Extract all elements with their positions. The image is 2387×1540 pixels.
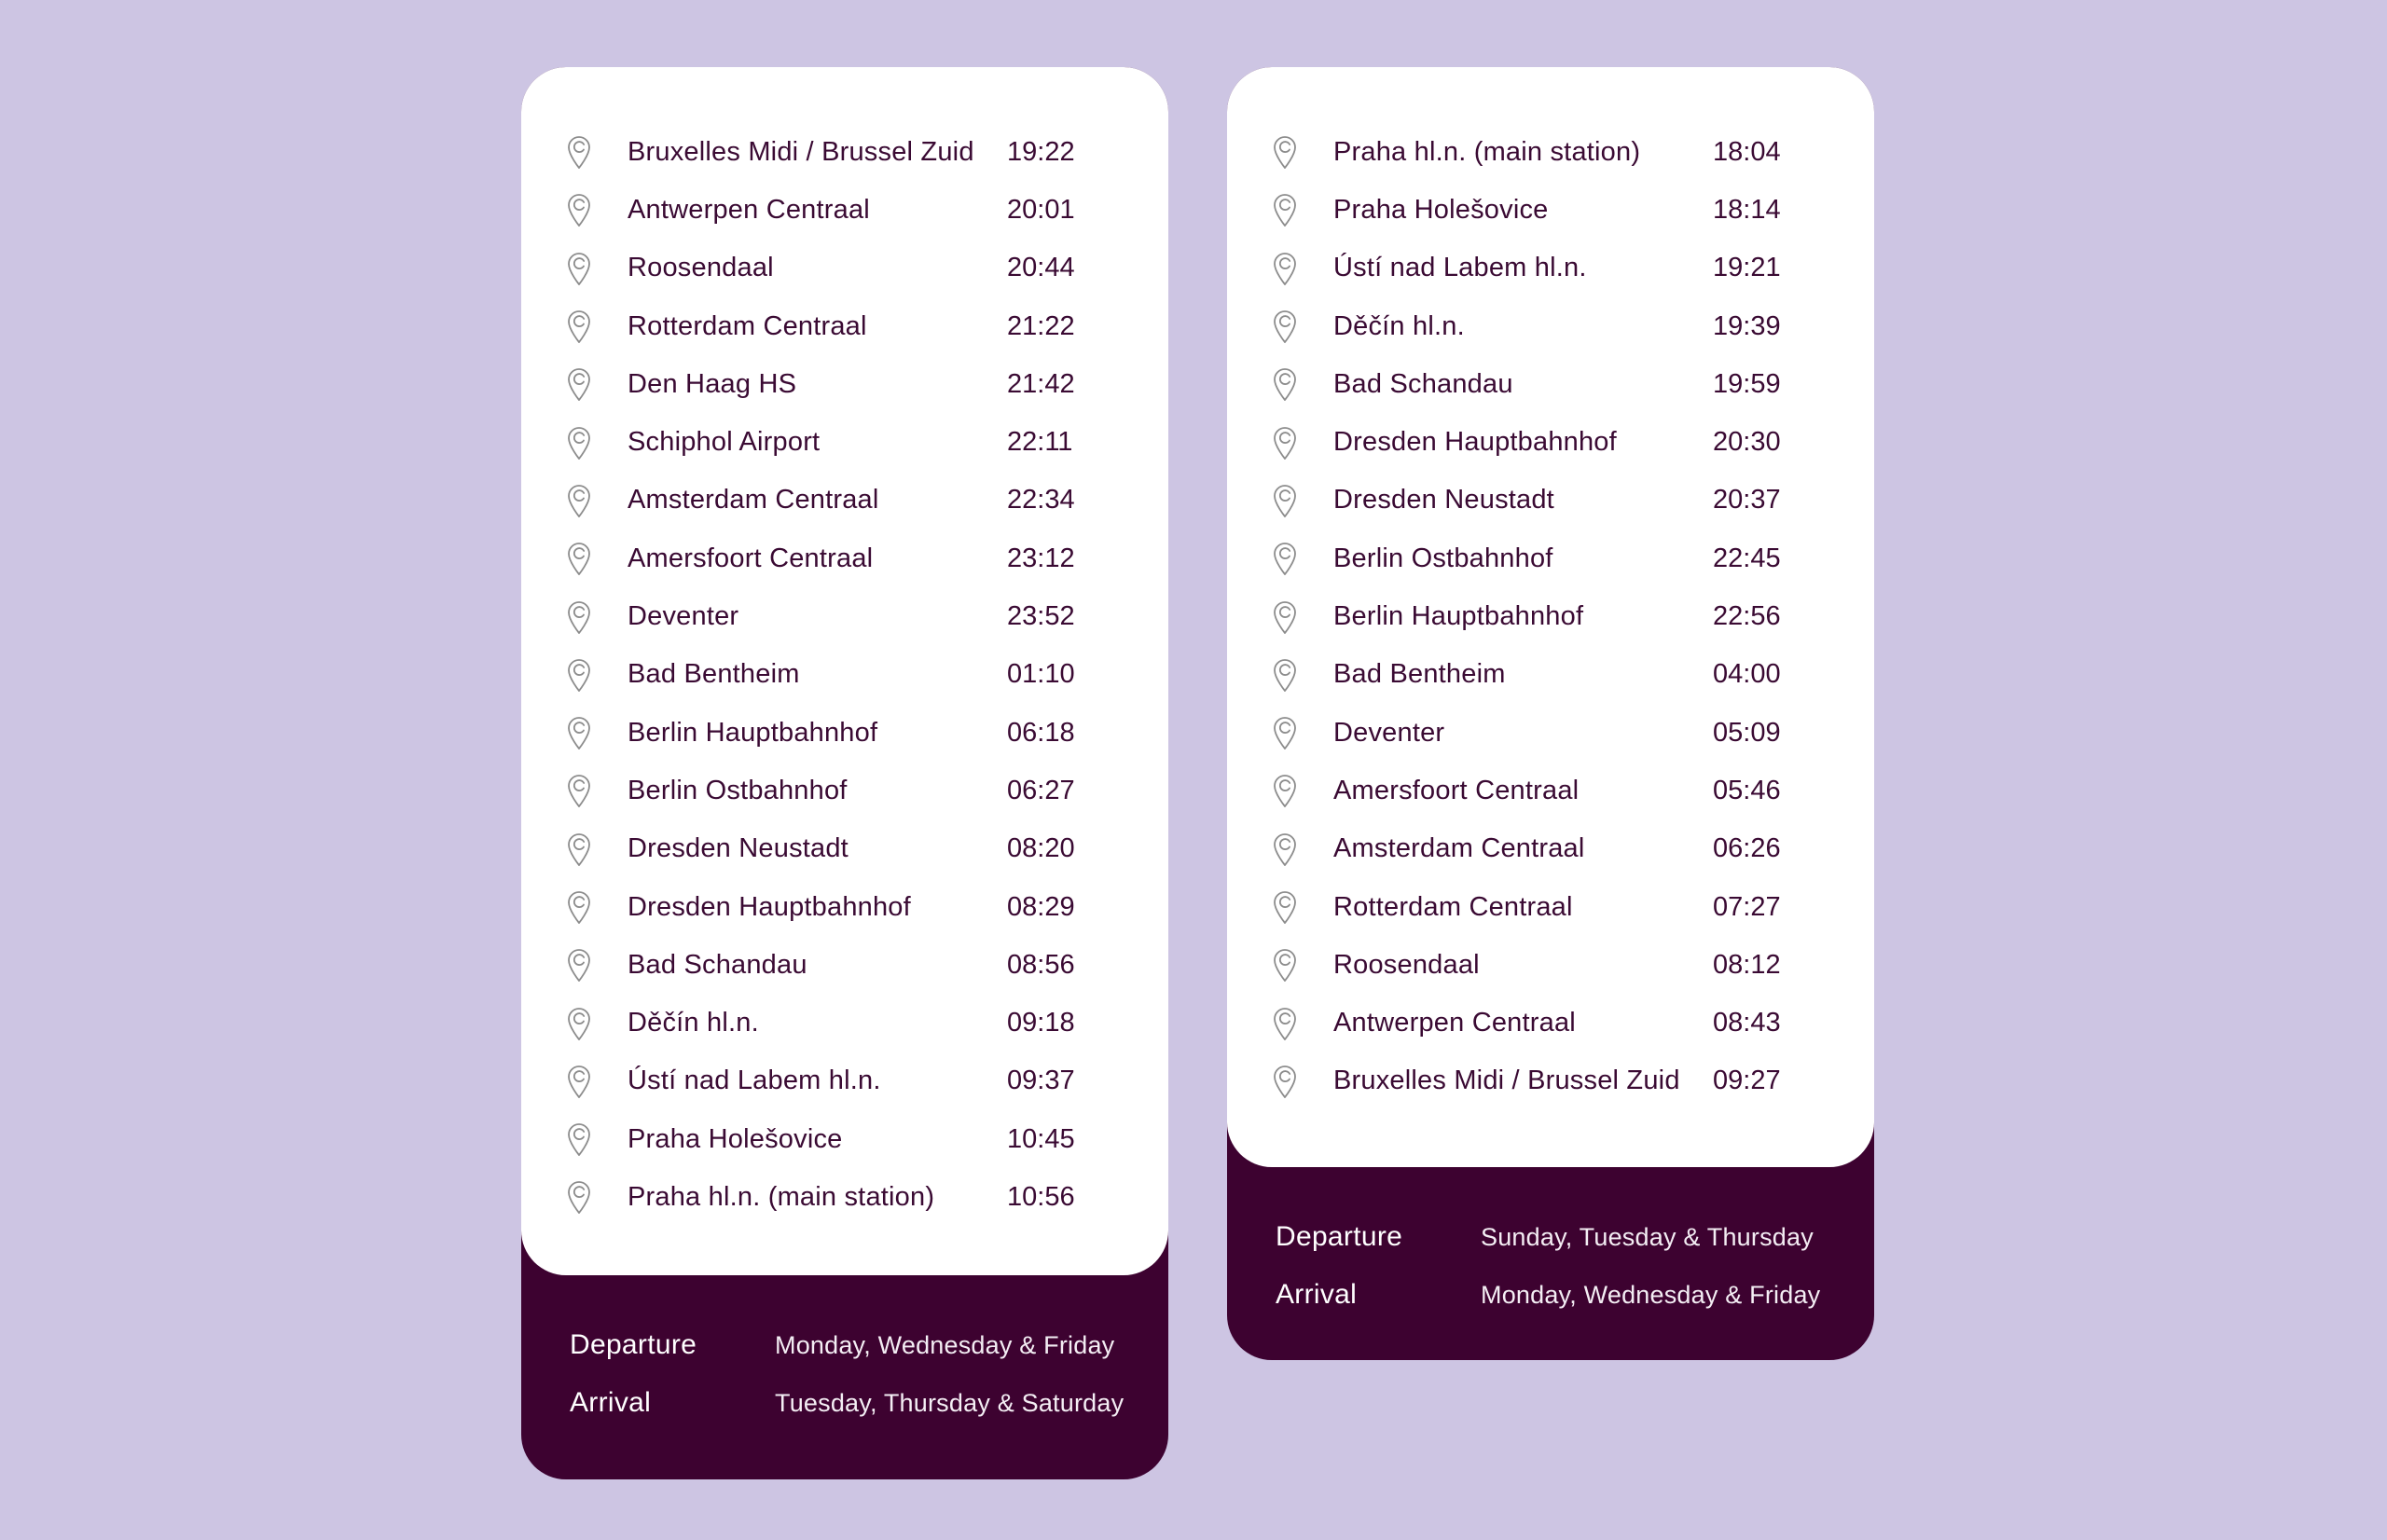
location-pin-icon [564, 1006, 594, 1041]
station-name: Děčín hl.n. [1333, 310, 1465, 341]
stop-time: 20:01 [1007, 194, 1075, 225]
stop-row [564, 1052, 1142, 1110]
station-name: Roosendaal [628, 253, 774, 283]
location-pin-icon [564, 889, 594, 925]
stop-row [1270, 529, 1848, 587]
arrival-days: Monday, Wednesday & Friday [1481, 1280, 1821, 1309]
station-name: Rotterdam Centraal [628, 310, 867, 341]
location-pin-icon [1270, 773, 1300, 808]
stop-time: 22:34 [1007, 485, 1075, 516]
stop-list-panel [1227, 67, 1874, 1167]
stop-row [564, 587, 1142, 645]
station-name: Rotterdam Centraal [1333, 891, 1573, 922]
stop-time: 22:56 [1713, 601, 1781, 632]
location-pin-icon [564, 1179, 594, 1215]
location-pin-icon [564, 1064, 594, 1099]
stop-time: 18:14 [1713, 194, 1781, 225]
stop-time: 20:37 [1713, 485, 1781, 516]
location-pin-icon [1270, 483, 1300, 518]
stop-row [564, 646, 1142, 704]
stop-row [564, 529, 1142, 587]
station-name: Deventer [1333, 717, 1445, 748]
stop-time: 20:30 [1713, 427, 1781, 458]
station-name: Amersfoort Centraal [1333, 775, 1580, 805]
station-name: Praha hl.n. (main station) [1333, 136, 1641, 167]
stop-row [564, 413, 1142, 471]
stop-row [1270, 240, 1848, 297]
stop-row [1270, 646, 1848, 704]
location-pin-icon [1270, 715, 1300, 750]
stop-time: 19:39 [1713, 310, 1781, 341]
station-name: Dresden Hauptbahnhof [1333, 427, 1617, 458]
departure-row [570, 1316, 1148, 1374]
location-pin-icon [1270, 425, 1300, 461]
stop-row [564, 994, 1142, 1052]
stop-time: 19:59 [1713, 368, 1781, 399]
stop-row [1270, 472, 1848, 529]
departure-label: Departure [1276, 1221, 1403, 1252]
stop-time: 21:42 [1007, 368, 1075, 399]
station-name: Praha Holešovice [1333, 194, 1549, 225]
stop-row [564, 936, 1142, 994]
stop-row [1270, 878, 1848, 936]
stop-row [1270, 123, 1848, 181]
station-name: Antwerpen Centraal [628, 194, 870, 225]
stop-time: 05:09 [1713, 717, 1781, 748]
station-name: Děčín hl.n. [628, 1008, 759, 1038]
route-card-return [1227, 67, 1874, 1360]
stop-time: 08:43 [1713, 1008, 1781, 1038]
location-pin-icon [564, 483, 594, 518]
stop-time: 06:18 [1007, 717, 1075, 748]
stop-row [1270, 181, 1848, 239]
stop-row [564, 762, 1142, 819]
station-name: Dresden Hauptbahnhof [628, 891, 911, 922]
station-name: Berlin Hauptbahnhof [1333, 601, 1584, 632]
arrival-row [570, 1374, 1148, 1432]
station-name: Amsterdam Centraal [628, 485, 879, 516]
station-name: Schiphol Airport [628, 427, 821, 458]
stop-row [1270, 762, 1848, 819]
stop-time: 10:45 [1007, 1123, 1075, 1154]
stop-time: 10:56 [1007, 1181, 1075, 1212]
location-pin-icon [564, 947, 594, 983]
stop-row [1270, 297, 1848, 355]
arrival-days: Tuesday, Thursday & Saturday [775, 1388, 1125, 1417]
location-pin-icon [564, 541, 594, 576]
stop-time: 06:26 [1713, 833, 1781, 864]
stop-row [1270, 704, 1848, 762]
station-name: Ústí nad Labem hl.n. [1333, 253, 1587, 283]
stop-time: 08:20 [1007, 833, 1075, 864]
location-pin-icon [564, 773, 594, 808]
stop-time: 22:45 [1713, 543, 1781, 573]
stop-row [564, 1110, 1142, 1168]
station-name: Ústí nad Labem hl.n. [628, 1066, 881, 1096]
stop-row [564, 820, 1142, 878]
stop-time: 20:44 [1007, 253, 1075, 283]
schedule-footer [1276, 1208, 1854, 1324]
stop-list [1270, 123, 1848, 1110]
station-name: Berlin Ostbahnhof [1333, 543, 1553, 573]
station-name: Dresden Neustadt [628, 833, 849, 864]
station-name: Berlin Hauptbahnhof [628, 717, 878, 748]
stop-row [564, 181, 1142, 239]
station-name: Praha Holešovice [628, 1123, 843, 1154]
stop-time: 08:56 [1007, 949, 1075, 980]
location-pin-icon [564, 309, 594, 344]
station-name: Amersfoort Centraal [628, 543, 874, 573]
location-pin-icon [564, 599, 594, 635]
location-pin-icon [1270, 657, 1300, 693]
stop-row [564, 704, 1142, 762]
location-pin-icon [1270, 134, 1300, 170]
arrival-row [1276, 1266, 1854, 1324]
stop-row [564, 123, 1142, 181]
stop-time: 09:27 [1713, 1066, 1781, 1096]
route-card-outbound [521, 67, 1168, 1479]
stop-time: 07:27 [1713, 891, 1781, 922]
stop-time: 23:12 [1007, 543, 1075, 573]
station-name: Bad Bentheim [628, 659, 800, 690]
location-pin-icon [564, 832, 594, 867]
stop-row [1270, 820, 1848, 878]
stop-time: 05:46 [1713, 775, 1781, 805]
stop-row [564, 355, 1142, 413]
arrival-label: Arrival [570, 1387, 652, 1418]
stop-time: 08:12 [1713, 949, 1781, 980]
departure-label: Departure [570, 1329, 697, 1360]
station-name: Bad Schandau [1333, 368, 1513, 399]
stop-time: 19:21 [1713, 253, 1781, 283]
schedule-footer [570, 1316, 1148, 1432]
location-pin-icon [1270, 309, 1300, 344]
stop-row [564, 472, 1142, 529]
stop-time: 06:27 [1007, 775, 1075, 805]
station-name: Bruxelles Midi / Brussel Zuid [1333, 1066, 1680, 1096]
stop-row [1270, 587, 1848, 645]
station-name: Deventer [628, 601, 739, 632]
stop-time: 19:22 [1007, 136, 1075, 167]
location-pin-icon [1270, 251, 1300, 286]
location-pin-icon [564, 134, 594, 170]
stop-row [1270, 994, 1848, 1052]
stop-row [564, 1168, 1142, 1226]
departure-row [1276, 1208, 1854, 1266]
station-name: Den Haag HS [628, 368, 797, 399]
location-pin-icon [1270, 192, 1300, 227]
location-pin-icon [1270, 541, 1300, 576]
location-pin-icon [1270, 1006, 1300, 1041]
stop-row [1270, 413, 1848, 471]
location-pin-icon [1270, 947, 1300, 983]
location-pin-icon [564, 425, 594, 461]
stop-time: 21:22 [1007, 310, 1075, 341]
location-pin-icon [1270, 832, 1300, 867]
stop-row [564, 240, 1142, 297]
stop-list-panel [521, 67, 1168, 1275]
station-name: Roosendaal [1333, 949, 1480, 980]
station-name: Praha hl.n. (main station) [628, 1181, 935, 1212]
station-name: Bad Bentheim [1333, 659, 1506, 690]
location-pin-icon [1270, 1064, 1300, 1099]
station-name: Antwerpen Centraal [1333, 1008, 1576, 1038]
stop-list [564, 123, 1142, 1227]
stop-row [1270, 936, 1848, 994]
arrival-label: Arrival [1276, 1279, 1358, 1310]
station-name: Dresden Neustadt [1333, 485, 1554, 516]
location-pin-icon [564, 251, 594, 286]
stop-time: 04:00 [1713, 659, 1781, 690]
location-pin-icon [1270, 599, 1300, 635]
location-pin-icon [564, 1121, 594, 1157]
stop-time: 18:04 [1713, 136, 1781, 167]
location-pin-icon [564, 657, 594, 693]
location-pin-icon [564, 192, 594, 227]
stop-time: 23:52 [1007, 601, 1075, 632]
location-pin-icon [564, 366, 594, 402]
stop-row [1270, 1052, 1848, 1110]
station-name: Amsterdam Centraal [1333, 833, 1585, 864]
stop-time: 22:11 [1007, 427, 1073, 458]
location-pin-icon [564, 715, 594, 750]
departure-days: Sunday, Tuesday & Thursday [1481, 1222, 1814, 1251]
stop-row [564, 297, 1142, 355]
stop-time: 01:10 [1007, 659, 1075, 690]
stop-row [564, 878, 1142, 936]
departure-days: Monday, Wednesday & Friday [775, 1330, 1115, 1359]
location-pin-icon [1270, 366, 1300, 402]
station-name: Bad Schandau [628, 949, 807, 980]
station-name: Berlin Ostbahnhof [628, 775, 848, 805]
location-pin-icon [1270, 889, 1300, 925]
stop-time: 09:18 [1007, 1008, 1075, 1038]
station-name: Bruxelles Midi / Brussel Zuid [628, 136, 974, 167]
stop-row [1270, 355, 1848, 413]
stop-time: 08:29 [1007, 891, 1075, 922]
stop-time: 09:37 [1007, 1066, 1075, 1096]
